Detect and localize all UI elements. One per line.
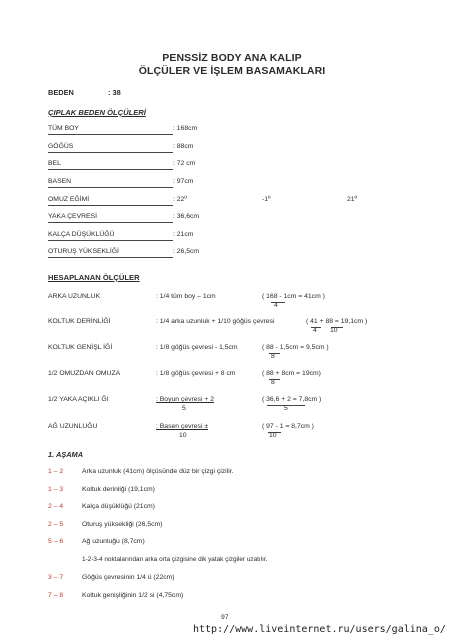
body-measurements-heading: ÇIPLAK BEDEN ÖLÇÜLERİ (48, 108, 146, 117)
size-label: BEDEN (48, 88, 74, 97)
calc-label: KOLTUK GENİŞL İĞİ (48, 344, 113, 351)
step-number: 1 – 2 (48, 468, 64, 475)
steps-heading: 1. AŞAMA (48, 450, 84, 459)
measurement-value: : 168cm (173, 125, 198, 132)
calc-formula: : 1/4 tüm boy – 1cm (156, 293, 216, 300)
step-text: Oturuş yüksekliği (26,5cm) (82, 521, 163, 528)
calc-denominator: 5 (284, 405, 288, 412)
calculated-heading: HESAPLANAN ÖLÇÜLER (48, 273, 140, 282)
calc-formula (156, 423, 208, 430)
underline (48, 169, 173, 170)
step-text: Koltuk genişliğinin 1/2 si (4,75cm) (82, 592, 184, 599)
measurement-label: OTURUŞ YÜKSEKLİĞİ (48, 248, 119, 255)
step-number: 5 – 6 (48, 538, 64, 545)
step-number: 2 – 5 (48, 521, 64, 528)
underline (48, 240, 173, 241)
step-number: 3 – 7 (48, 574, 64, 581)
step-text: Göğüs çevresinin 1/4 ü (22cm) (82, 574, 175, 581)
step-number: 7 – 8 (48, 592, 64, 599)
measurement-value: : 72 cm (173, 160, 196, 167)
underline (48, 222, 173, 223)
measurement-label: TÜM BOY (48, 125, 79, 132)
shoulder-result: 21º (347, 196, 358, 203)
calc-denominator: 10 (269, 432, 277, 439)
calc-denominator: 4 (274, 302, 278, 309)
calc-formula-text: : Basen çevresi ± (156, 423, 209, 430)
underline (48, 257, 173, 258)
step-text: Koltuk derinliği (19,1cm) (82, 486, 155, 493)
measurement-label: GÖĞÜS (48, 143, 74, 150)
calc-expression: ( 41 + 88 = 19,1cm ) (306, 318, 368, 325)
calc-expression: ( 36,6 + 2 = 7,8cm ) (262, 396, 322, 403)
calc-denominator: 8 (271, 379, 275, 386)
step-text: 1-2-3-4 noktalarından arka orta çizgisine dik yatak çizgiler uzatılır. (82, 556, 268, 563)
underline (48, 187, 173, 188)
page-number: 97 (221, 614, 229, 621)
calc-formula: : 1/8 göğüs çevresi + 8 cm (156, 370, 236, 377)
calc-label: 1/2 YAKA AÇIKLI ĞI (48, 396, 109, 403)
calc-formula-denominator: 5 (182, 405, 186, 412)
document-title-line1: PENSSİZ BODY ANA KALIP (162, 52, 302, 64)
measurement-value: : 36,6cm (173, 213, 200, 220)
document-title-line2: ÖLÇÜLER VE İŞLEM BASAMAKLARI (138, 65, 326, 77)
size-value: : 38 (108, 88, 121, 97)
calc-label: ARKA UZUNLUK (48, 293, 101, 300)
step-number: 1 – 3 (48, 486, 64, 493)
step-text: Arka uzunluk (41cm) ölçüsünde düz bir çizgi çizilir. (82, 468, 234, 475)
measurement-value: : 21cm (173, 231, 194, 238)
measurement-value: : 22º (173, 196, 187, 203)
footer-url: http://www.liveinternet.ru/users/galina_o/ (193, 624, 446, 635)
calc-expression: ( 97 - 1 = 8,7cm ) (262, 423, 314, 430)
calc-formula: : Boyun çevresi + 2 (156, 396, 214, 403)
calc-formula: : 1/8 göğüs çevresi - 1,5cm (156, 344, 238, 351)
underline (48, 134, 173, 135)
measurement-label: BEL (48, 160, 61, 167)
underline (48, 205, 173, 206)
calc-formula: : 1/4 arka uzunluk + 1/10 göğüs çevresi (156, 318, 275, 325)
calc-expression: ( 88 - 1,5cm = 9,5cm ) (262, 344, 329, 351)
measurement-label: BASEN (48, 178, 72, 185)
measurement-label: OMUZ EĞİMİ (48, 196, 90, 203)
calc-label: AĞ UZUNLUĞU (48, 423, 98, 430)
calc-label: KOLTUK DERİNLİĞİ (48, 318, 111, 325)
step-number: 2 – 4 (48, 503, 64, 510)
measurement-label: YAKA ÇEVRESİ (48, 213, 97, 220)
step-text: Ağ uzunluğu (8,7cm) (82, 538, 145, 545)
measurement-value: : 26,5cm (173, 248, 200, 255)
measurement-label: KALÇA DÜŞÜKLÜĞÜ (48, 231, 115, 238)
calc-denominator: 8 (271, 353, 275, 360)
calc-formula-denominator: 10 (179, 432, 187, 439)
calc-label: 1/2 OMUZDAN OMUZA (48, 370, 121, 377)
measurement-value: : 97cm (173, 178, 194, 185)
step-text: Kalça düşüklüğü (21cm) (82, 503, 155, 510)
calc-denominator: 4 10 (313, 327, 338, 334)
calc-expression: ( 168 - 1cm = 41cm ) (262, 293, 325, 300)
calc-expression: ( 88 + 8cm = 19cm) (262, 370, 321, 377)
underline (48, 152, 173, 153)
measurement-value: : 88cm (173, 143, 194, 150)
shoulder-adjust: -1º (262, 196, 271, 203)
